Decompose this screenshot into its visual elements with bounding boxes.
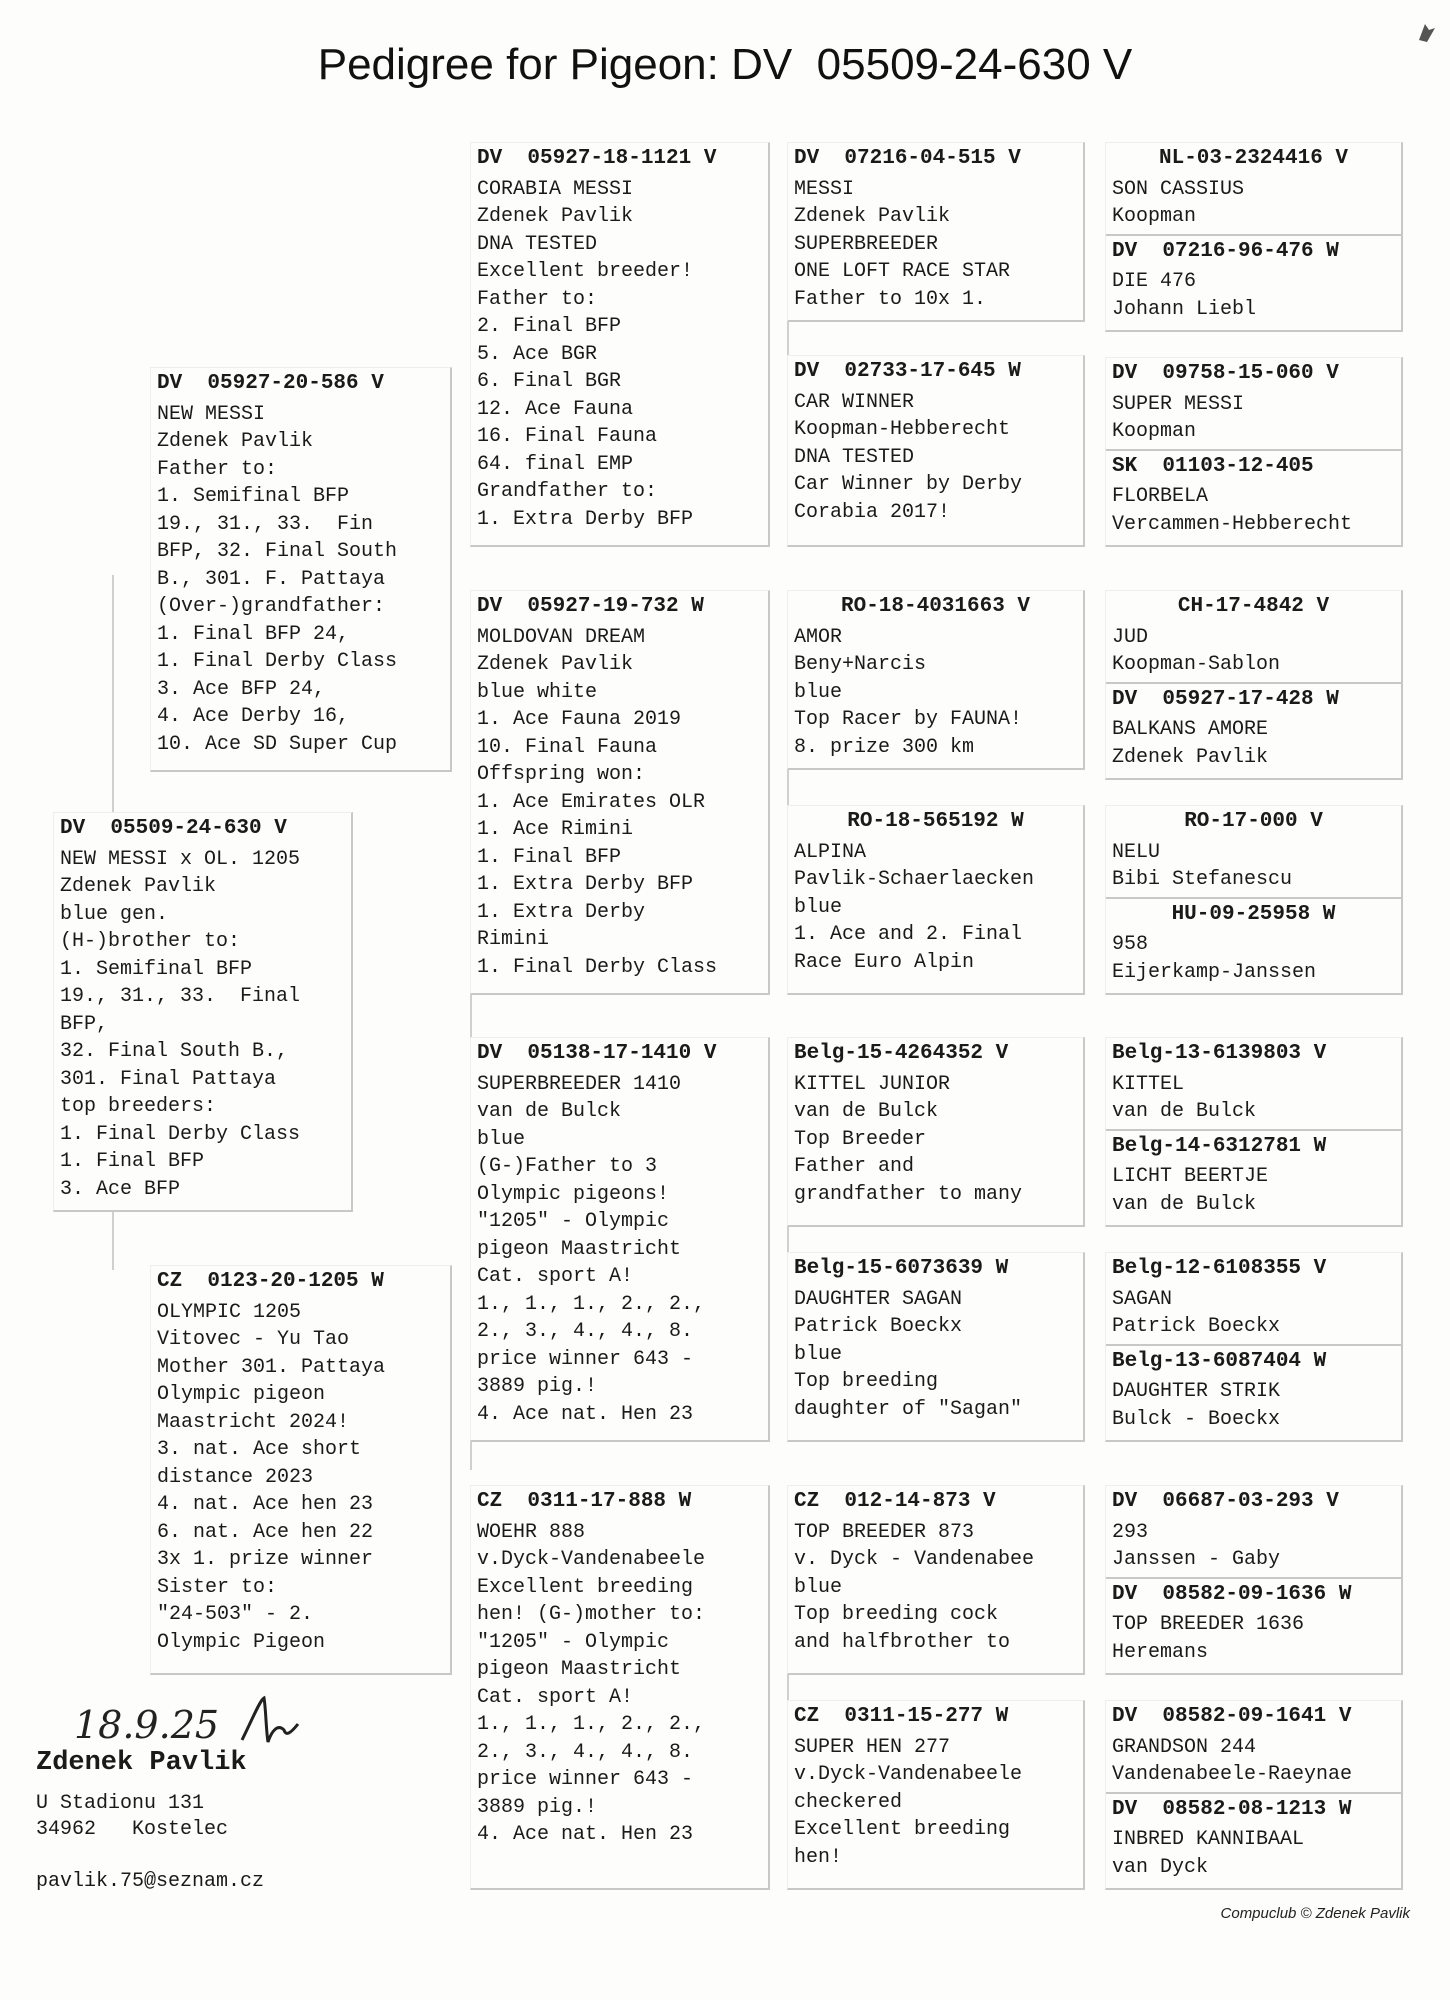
card-text: OLYMPIC 1205 Vitovec - Yu Tao Mother 301. Pattaya Olympic pigeon Maastricht 2024! 3. nat. Ace short distance 2023 4. nat. Ace hen 23 6. nat. Ace hen 22 3x 1. prize winner Sister to: "24-503" - 2. Olympic Pigeon: [157, 1300, 386, 1654]
pigeon-card-subject: [53, 812, 353, 1212]
pigeon-card-fmm: [787, 805, 1085, 995]
ring-number: RO-18-565192 W: [847, 810, 1024, 833]
ring-number: DV 09758-15-060 V: [1112, 362, 1339, 385]
pigeon-card-mmm: [787, 1700, 1085, 1890]
ring-number: DV 08582-09-1641 V: [1112, 1705, 1352, 1728]
card-text: Koopman: [1112, 420, 1197, 443]
pigeon-card-mother-mother: [470, 1485, 770, 1890]
ring-number: CH-17-4842 V: [1177, 595, 1330, 618]
pigeon-card-pair-8: [1105, 1700, 1403, 1890]
ring-number: Belg-12-6108355 V: [1112, 1257, 1327, 1280]
pigeon-card-pair-1: [1105, 142, 1403, 332]
card-text: NEW MESSI x OL. 1205 Zdenek Pavlik blue gen. (H-)brother to: 1. Semifinal BFP 19., 31., 33. Final BFP, 32. Final South B., 301. Final Pattaya top breeders: 1. Final Derby Class 1. Final BFP 3. Ace BFP: [60, 847, 301, 1201]
ring-number: CZ 0311-17-888 W: [477, 1490, 692, 1513]
ring-number: CZ 0311-15-277 W: [794, 1705, 1009, 1728]
ring-number: DV 05927-19-732 W: [477, 595, 704, 618]
pigeon-card-pair-2: [1105, 357, 1403, 547]
ring-number: Belg-13-6087404 W: [1106, 1344, 1401, 1376]
pigeon-card-pair-5: [1105, 1037, 1403, 1227]
pigeon-card-father-father: [470, 142, 770, 547]
card-text: TOP BREEDER 873 v. Dyck - Vandenabee blue Top breeding cock and halfbrother to: [794, 1520, 1035, 1654]
pigeon-card-pair-4: [1105, 805, 1403, 995]
pigeon-card-mff: [787, 1037, 1085, 1227]
card-text: WOEHR 888 v.Dyck-Vandenabeele Excellent breeding hen! (G-)mother to: "1205" - Olympic pigeon Maastricht Cat. sport A! 1., 1., 1., 2., 2., 2., 3., 4., 4., 8. price winner 643 - 3889 pig.! 4. Ace nat. Hen 23: [477, 1520, 706, 1846]
card-text: Heremans: [1112, 1640, 1209, 1664]
card-text: van de Bulck: [1112, 1100, 1257, 1123]
card-text: BALKANS AMORE: [1112, 718, 1269, 741]
connector-line: [112, 575, 114, 825]
breeder-name: Zdenek Pavlik: [36, 1748, 247, 1778]
card-text: NELU: [1112, 840, 1161, 864]
card-text: Bulck - Boeckx: [1112, 1407, 1281, 1431]
breeder-street: U Stadionu 131: [36, 1792, 205, 1815]
card-text: SUPER HEN 277 v.Dyck-Vandenabeele checkered Excellent breeding hen!: [794, 1735, 1023, 1869]
pigeon-card-father-mother: [470, 590, 770, 995]
card-text: NEW MESSI Zdenek Pavlik Father to: 1. Semifinal BFP 19., 31., 33. Fin BFP, 32. Final South B., 301. F. Pattaya (Over-)grandfather: 1. Final BFP 24, 1. Final Derby Class 3. Ace BFP 24, 4. Ace Derby 16, 10. Ace SD Super Cup: [157, 402, 398, 756]
ring-number: HU-09-25958 W: [1106, 897, 1401, 929]
card-text: Vercammen-Hebberecht: [1112, 512, 1353, 536]
card-text: DAUGHTER SAGAN Patrick Boeckx blue Top breeding daughter of "Sagan": [794, 1287, 1023, 1421]
card-text: Eijerkamp-Janssen: [1112, 960, 1317, 984]
card-text: Bibi Stefanescu: [1112, 868, 1293, 891]
pigeon-card-mother-father: [470, 1037, 770, 1442]
card-text: MESSI Zdenek Pavlik SUPERBREEDER ONE LOFT RACE STAR Father to 10x 1.: [794, 177, 1011, 311]
ring-number: Belg-15-4264352 V: [794, 1042, 1009, 1065]
ring-number: DV 05927-18-1121 V: [477, 147, 717, 170]
card-text: INBRED KANNIBAAL: [1112, 1828, 1305, 1851]
ring-number: DV 08582-08-1213 W: [1106, 1792, 1401, 1824]
card-text: KITTEL: [1112, 1072, 1185, 1096]
card-text: Johann Liebl: [1112, 297, 1257, 321]
ring-number: DV 07216-04-515 V: [794, 147, 1021, 170]
ring-number: Belg-14-6312781 W: [1106, 1129, 1401, 1161]
ring-number: DV 05927-17-428 W: [1106, 682, 1401, 714]
ring-number: DV 06687-03-293 V: [1112, 1490, 1339, 1513]
pigeon-card-mmf: [787, 1485, 1085, 1675]
connector-line: [112, 1210, 114, 1270]
card-text: KITTEL JUNIOR van de Bulck Top Breeder Father and grandfather to many: [794, 1072, 1023, 1206]
ring-number: DV 05138-17-1410 V: [477, 1042, 717, 1065]
card-text: CORABIA MESSI Zdenek Pavlik DNA TESTED Excellent breeder! Father to: 2. Final BFP 5. Ace BGR 6. Final BGR 12. Ace Fauna 16. Final Fauna 64. final EMP Grandfather to: 1. Extra Derby BFP: [477, 177, 694, 531]
ring-number: Belg-13-6139803 V: [1112, 1042, 1327, 1065]
card-text: Zdenek Pavlik: [1112, 745, 1269, 769]
ring-number: RO-18-4031663 V: [840, 595, 1031, 618]
pigeon-card-ffm: [787, 355, 1085, 547]
page-title: Pedigree for Pigeon: DV 05509-24-630 V: [317, 40, 1133, 89]
card-text: DAUGHTER STRIK: [1112, 1380, 1281, 1403]
pigeon-card-fff: [787, 142, 1085, 322]
card-text: ALPINA Pavlik-Schaerlaecken blue 1. Ace and 2. Final Race Euro Alpin: [794, 840, 1035, 974]
card-text: Patrick Boeckx: [1112, 1315, 1281, 1338]
handwritten-signature: [72, 1690, 332, 1750]
card-text: CAR WINNER Koopman-Hebberecht DNA TESTED Car Winner by Derby Corabia 2017!: [794, 390, 1023, 524]
breeder-email: pavlik.75@seznam.cz: [36, 1870, 265, 1893]
card-text: van Dyck: [1112, 1855, 1209, 1879]
card-text: 293: [1112, 1520, 1149, 1544]
ring-number: DV 05927-20-586 V: [157, 372, 384, 395]
card-text: SAGAN: [1112, 1287, 1173, 1311]
pigeon-card-pair-3: [1105, 590, 1403, 780]
card-text: JUD: [1112, 625, 1149, 649]
pigeon-card-mother: [150, 1265, 452, 1675]
pigeon-card-father: [150, 367, 452, 772]
card-text: SUPER MESSI: [1112, 392, 1245, 416]
card-text: TOP BREEDER 1636: [1112, 1613, 1305, 1636]
card-text: Vandenabeele-Raeynae: [1112, 1763, 1353, 1786]
pigeon-card-mfm: [787, 1252, 1085, 1442]
ring-number: DV 05509-24-630 V: [60, 817, 287, 840]
ring-number: SK 01103-12-405: [1106, 449, 1401, 481]
ring-number: NL-03-2324416 V: [1158, 147, 1349, 170]
card-text: Janssen - Gaby: [1112, 1548, 1281, 1571]
card-text: LICHT BEERTJE: [1112, 1165, 1269, 1188]
card-text: Koopman: [1112, 205, 1197, 228]
ring-number: CZ 012-14-873 V: [794, 1490, 996, 1513]
ring-number: RO-17-000 V: [1184, 810, 1323, 833]
card-text: FLORBELA: [1112, 485, 1209, 508]
ring-number: Belg-15-6073639 W: [794, 1257, 1009, 1280]
pigeon-card-pair-6: [1105, 1252, 1403, 1442]
card-text: GRANDSON 244: [1112, 1735, 1257, 1759]
card-text: MOLDOVAN DREAM Zdenek Pavlik blue white 1. Ace Fauna 2019 10. Final Fauna Offspring won: 1. Ace Emirates OLR 1. Ace Rimini 1. Final BFP 1. Extra Derby BFP 1. Extra Derby Rimini 1. Final Derby Class: [477, 625, 718, 979]
card-text: SON CASSIUS: [1112, 177, 1245, 201]
card-text: Koopman-Sablon: [1112, 653, 1281, 676]
card-text: 958: [1112, 933, 1149, 956]
card-text: SUPERBREEDER 1410 van de Bulck blue (G-)Father to 3 Olympic pigeons! "1205" - Olympic pigeon Maastricht Cat. sport A! 1., 1., 1., 2., 2., 2., 3., 4., 4., 8. price winner 643 - 3889 pig.! 4. Ace nat. Hen 23: [477, 1072, 706, 1426]
card-text: DIE 476: [1112, 270, 1197, 293]
ring-number: CZ 0123-20-1205 W: [157, 1270, 384, 1293]
footer-copyright: Compuclub © Zdenek Pavlik: [1220, 1905, 1410, 1922]
ring-number: DV 07216-96-476 W: [1106, 234, 1401, 266]
ring-number: DV 02733-17-645 W: [794, 360, 1021, 383]
pigeon-card-fmf: [787, 590, 1085, 770]
signature-date: 18.9.25: [74, 1703, 220, 1747]
breeder-city: 34962 Kostelec: [36, 1818, 229, 1841]
card-text: AMOR Beny+Narcis blue Top Racer by FAUNA! 8. prize 300 km: [794, 625, 1023, 759]
card-text: van de Bulck: [1112, 1192, 1257, 1216]
pigeon-card-pair-7: [1105, 1485, 1403, 1675]
ring-number: DV 08582-09-1636 W: [1106, 1577, 1401, 1609]
corner-mark-icon: [1415, 20, 1439, 44]
